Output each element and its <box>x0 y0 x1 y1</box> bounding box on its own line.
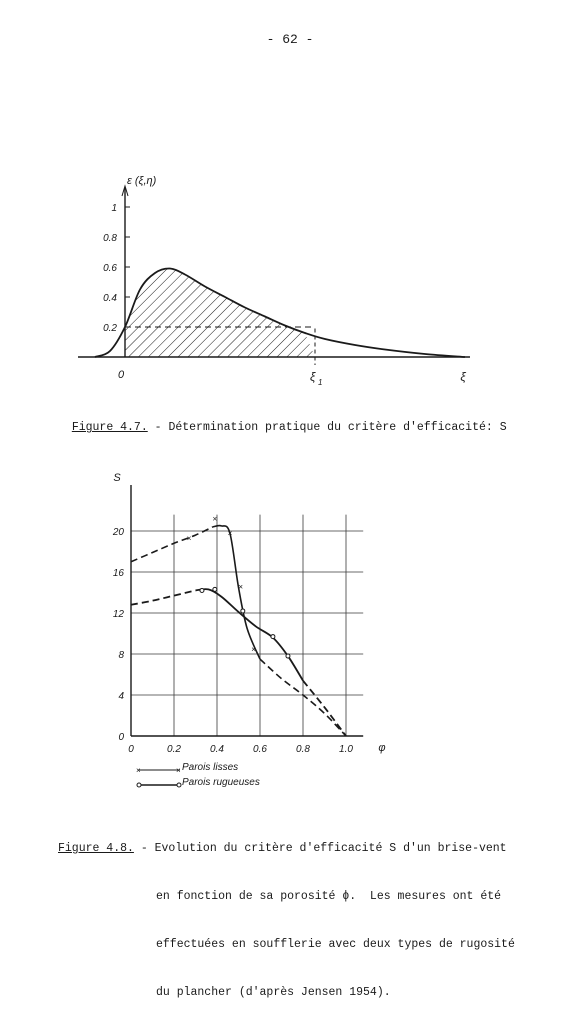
figure-4-8-caption <box>58 809 515 1017</box>
hatched-area <box>125 268 315 357</box>
data-point-parois-rugueuses <box>286 654 290 658</box>
xi1-subscript: 1 <box>318 378 323 387</box>
xi1-label: ξ <box>310 370 316 384</box>
y-tick-label: 1 <box>111 203 117 214</box>
y-tick-label: 0.4 <box>103 293 117 304</box>
figure-4-8-caption-line: du plancher (d'après Jensen 1954). <box>156 986 391 999</box>
y-tick-label: 8 <box>118 650 124 661</box>
y-tick-label: 4 <box>118 691 124 702</box>
x-tick-label: 0.8 <box>296 744 310 755</box>
data-point-parois-rugueuses <box>271 635 275 639</box>
data-point-parois-rugueuses <box>241 609 245 613</box>
legend-label-parois-lisses: Parois lisses <box>182 762 239 773</box>
page-number: - 62 - <box>266 32 314 47</box>
y-tick-label: 0 <box>118 732 124 743</box>
y-axis-label: S <box>113 472 121 484</box>
y-tick-label: 0.6 <box>103 263 117 274</box>
svg-text:×: × <box>176 766 181 775</box>
y-tick-label: 0.2 <box>103 323 117 334</box>
y-tick-label: 16 <box>112 568 124 579</box>
figure-4-8-caption-label: Figure 4.8. <box>58 842 134 855</box>
series-line-parois-rugueuses <box>303 681 346 736</box>
figure-4-7-caption <box>58 404 507 436</box>
data-point-parois-lisses: × <box>251 644 256 654</box>
legend-markers <box>136 762 182 796</box>
data-point-parois-rugueuses <box>213 587 217 591</box>
figure-4-7-caption-label: Figure 4.7. <box>71 421 148 434</box>
data-point-parois-lisses: × <box>186 534 192 544</box>
x-tick-label: 0.4 <box>210 744 224 755</box>
origin-label: 0 <box>117 369 125 381</box>
y-tick-label: 20 <box>112 527 124 538</box>
legend-label-parois-rugueuses: Parois rugueuses <box>182 777 260 788</box>
x-tick-label: 0 <box>128 744 134 755</box>
y-axis-label: ε (ξ,η) <box>127 175 157 187</box>
y-tick-label: 0.8 <box>103 233 117 244</box>
x-tick-label: 1.0 <box>339 744 353 755</box>
data-point-parois-lisses: × <box>212 514 218 524</box>
figure-4-8-legend <box>136 762 336 796</box>
figure-4-8-caption-line: en fonction de sa porosité ϕ. Les mesures ont été <box>156 890 502 903</box>
data-point-parois-lisses: × <box>227 529 233 539</box>
series-line-parois-rugueuses <box>131 590 196 604</box>
xi-label: ξ <box>460 370 466 384</box>
figure-4-8-caption-line: - Evolution du critère d'efficacité S d'un brise-vent <box>133 842 507 855</box>
figure-4-8-caption-line: effectuées en soufflerie avec deux types de rugosité <box>156 938 515 951</box>
svg-text:×: × <box>136 766 141 775</box>
y-tick-label: 12 <box>112 609 124 620</box>
x-tick-label: 0.2 <box>167 744 181 755</box>
data-point-parois-rugueuses <box>200 588 204 592</box>
x-axis-label: φ <box>378 742 386 754</box>
x-tick-label: 0.6 <box>253 744 267 755</box>
series-line-parois-lisses <box>213 526 260 660</box>
figure-4-7-caption-text: - Détermination pratique du critère d'efficacité: S <box>147 421 507 434</box>
data-point-parois-lisses: × <box>238 582 243 592</box>
series-line-parois-lisses <box>131 527 213 562</box>
